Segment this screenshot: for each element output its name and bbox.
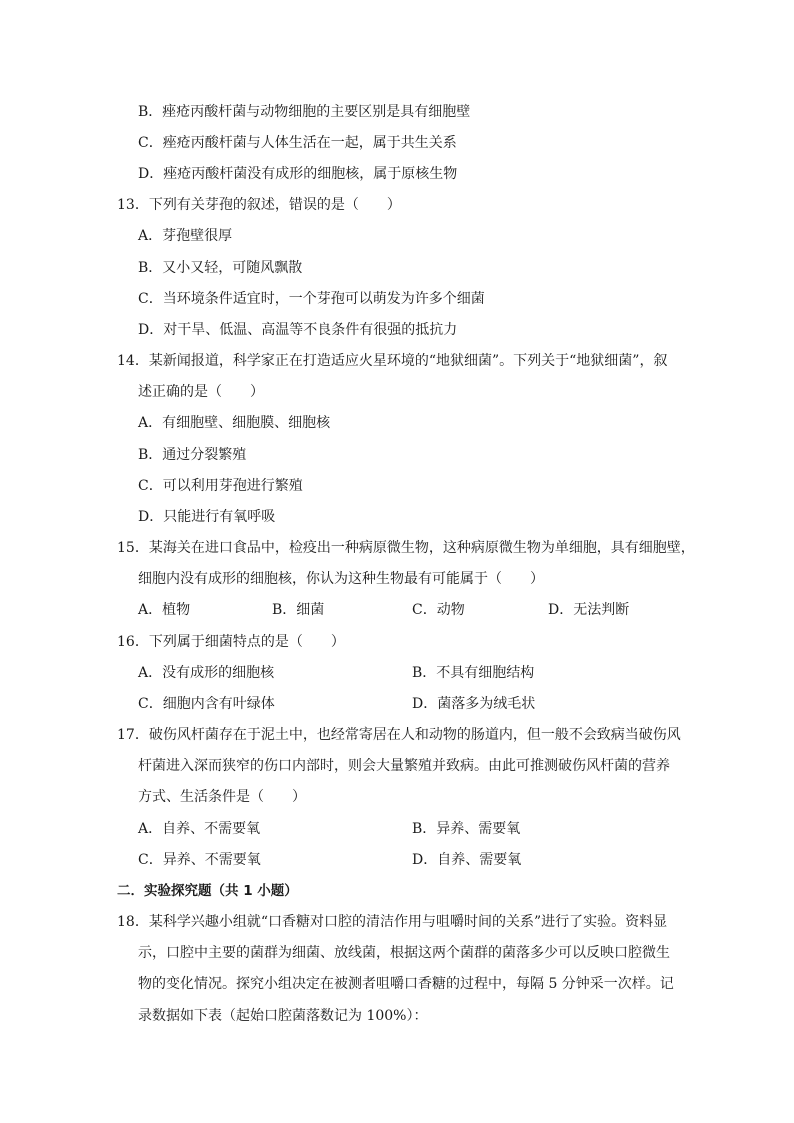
- q13-option-b: B．又小又轻，可随风飘散: [138, 260, 303, 276]
- q15-option-a: A．植物: [138, 602, 191, 618]
- q15-stem-line1: 15．某海关在进口食品中，检疫出一种病原微生物，这种病原微生物为单细胞，具有细胞壁，: [117, 540, 695, 556]
- q17-stem-line1: 17．破伤风杆菌存在于泥土中，也经常寄居在人和动物的肠道内，但一般不会致病当破伤风: [117, 727, 681, 743]
- q14-option-b: B．通过分裂繁殖: [138, 447, 247, 463]
- q17-option-d: D．自养、需要氧: [412, 852, 522, 868]
- q18-line2: 示，口腔中主要的菌群为细菌、放线菌，根据这两个菌群的菌落多少可以反映口腔微生: [138, 945, 670, 961]
- q12-option-d: D．痤疮丙酸杆菌没有成形的细胞核，属于原核生物: [138, 166, 458, 182]
- q17-stem-line2: 杆菌进入深而狭窄的伤口内部时，则会大量繁殖并致病。由此可推测破伤风杆菌的营养: [138, 758, 670, 774]
- q14-option-a: A．有细胞壁、细胞膜、细胞核: [138, 415, 331, 431]
- q16-option-c: C．细胞内含有叶绿体: [138, 696, 275, 712]
- q14-stem-line1: 14．某新闻报道，科学家正在打造适应火星环境的“地狱细菌”。下列关于“地狱细菌”，叙: [117, 353, 668, 369]
- q12-option-c: C．痤疮丙酸杆菌与人体生活在一起，属于共生关系: [138, 135, 457, 151]
- q13-option-a: A．芽孢壁很厚: [138, 228, 233, 244]
- q17-option-b: B．异养、需要氧: [412, 821, 521, 837]
- q13-option-d: D．对干旱、低温、高温等不良条件有很强的抵抗力: [138, 322, 458, 338]
- q15-option-d: D．无法判断: [548, 602, 630, 618]
- q16-option-a: A．没有成形的细胞核: [138, 665, 275, 681]
- q15-option-b: B．细菌: [272, 602, 325, 618]
- q16-option-d: D．菌落多为绒毛状: [412, 696, 536, 712]
- section-heading-experiment: 二．实验探究题（共 1 小题）: [117, 883, 298, 899]
- q12-option-b: B．痤疮丙酸杆菌与动物细胞的主要区别是具有细胞壁: [138, 104, 471, 120]
- q13-stem: 13．下列有关芽孢的叙述，错误的是（ ）: [117, 197, 401, 213]
- q13-option-c: C．当环境条件适宜时，一个芽孢可以萌发为许多个细菌: [138, 291, 485, 307]
- q18-line4: 录数据如下表（起始口腔菌落数记为 100%）：: [138, 1008, 428, 1024]
- q15-stem-line2: 细胞内没有成形的细胞核，你认为这种生物最有可能属于（ ）: [138, 571, 544, 587]
- q17-option-a: A．自养、不需要氧: [138, 821, 261, 837]
- q17-stem-line3: 方式、生活条件是（ ）: [138, 789, 306, 805]
- q15-option-c: C．动物: [412, 602, 465, 618]
- q18-line3: 物的变化情况。探究小组决定在被测者咀嚼口香糖的过程中，每隔 5 分钟采一次样。记: [138, 976, 674, 992]
- q17-option-c: C．异养、不需要氧: [138, 852, 261, 868]
- q18-line1: 18．某科学兴趣小组就“口香糖对口腔的清洁作用与咀嚼时间的关系”进行了实验。资料显: [117, 914, 668, 930]
- q14-stem-line2: 述正确的是（ ）: [138, 384, 264, 400]
- q16-option-b: B．不具有细胞结构: [412, 665, 535, 681]
- q14-option-d: D．只能进行有氧呼吸: [138, 509, 276, 525]
- q16-stem: 16．下列属于细菌特点的是（ ）: [117, 634, 345, 650]
- q14-option-c: C．可以利用芽孢进行繁殖: [138, 478, 303, 494]
